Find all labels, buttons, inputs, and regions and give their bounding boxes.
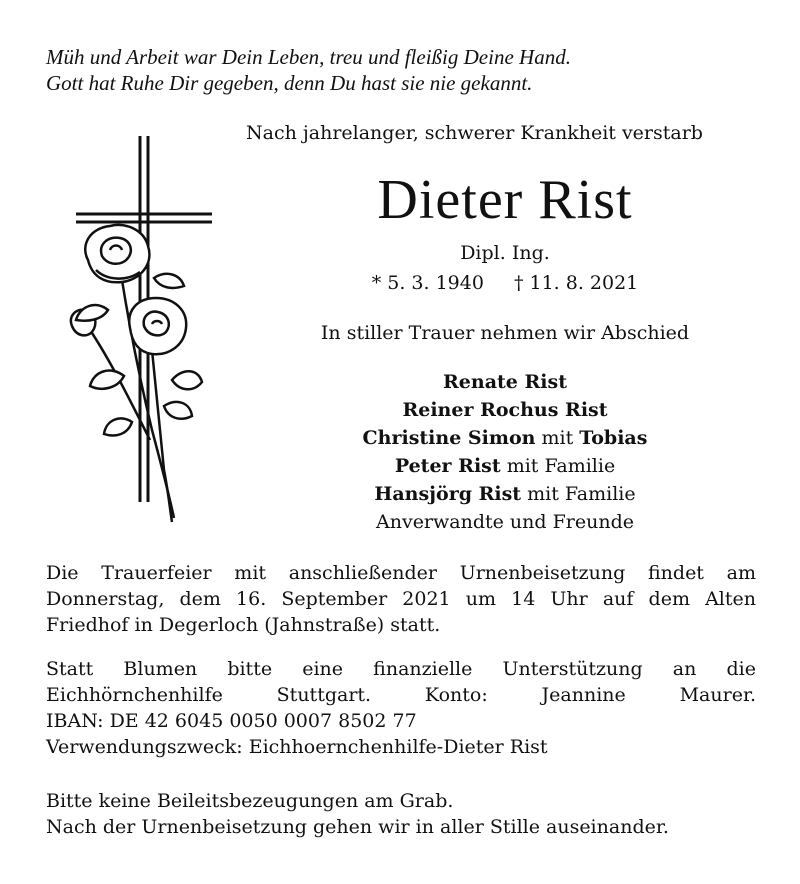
closing-paragraph: [46, 788, 756, 840]
memorial-poem: [46, 44, 766, 96]
death-announcement-intro: Nach jahrelanger, schwerer Krankheit verstarb: [246, 122, 703, 144]
ceremony-paragraph: [46, 560, 756, 638]
closing-line-1: Bitte keine Beileitsbezeugungen am Grab.: [46, 790, 454, 812]
ceremony-line-3: Friedhof in Degerloch (Jahnstraße) statt.: [46, 614, 441, 636]
donation-line-2: Eichhörnchenhilfe Stuttgart. Konto: Jeannine Maurer.: [46, 684, 756, 706]
family-member-name: Reiner Rochus Rist: [402, 399, 608, 421]
family-member-suffix: mit Familie: [506, 455, 616, 477]
family-member-name: Christine Simon: [362, 427, 536, 449]
family-others: Anverwandte und Freunde: [376, 511, 634, 533]
family-member-name: Renate Rist: [443, 371, 567, 393]
family-member-name: Tobias: [579, 427, 648, 449]
family-member: [250, 396, 760, 424]
death-date: † 11. 8. 2021: [513, 272, 639, 294]
life-dates: [250, 270, 760, 296]
family-member-connector: mit: [541, 427, 574, 449]
deceased-title: Dipl. Ing.: [460, 242, 550, 264]
family-member-suffix: mit Familie: [527, 483, 636, 505]
ceremony-line-2: Donnerstag, dem 16. September 2021 um 14 Uhr auf dem Alten: [46, 588, 756, 610]
family-member-name: Hansjörg Rist: [374, 483, 522, 505]
donation-iban: IBAN: DE 42 6045 0050 0007 8502 77: [46, 710, 417, 732]
family-member: [250, 368, 760, 396]
deceased-name: Dieter Rist: [377, 169, 633, 231]
birth-date: * 5. 3. 1940: [371, 272, 484, 294]
donation-reference: Verwendungszweck: Eichhoernchenhilfe-Dieter Rist: [46, 736, 548, 758]
closing-line-2: Nach der Urnenbeisetzung gehen wir in aller Stille auseinander.: [46, 816, 669, 838]
family-member: [250, 424, 760, 452]
poem-line-2: Gott hat Ruhe Dir gegeben, denn Du hast sie nie gekannt.: [46, 71, 533, 95]
cross-with-roses-icon: [60, 130, 230, 530]
family-member-name: Peter Rist: [394, 455, 501, 477]
donation-paragraph: [46, 656, 756, 760]
mourning-line: In stiller Trauer nehmen wir Abschied: [320, 322, 690, 344]
family-member: [250, 452, 760, 480]
poem-line-1: Müh und Arbeit war Dein Leben, treu und fleißig Deine Hand.: [46, 45, 571, 69]
ceremony-line-1: Die Trauerfeier mit anschließender Urnenbeisetzung findet am: [46, 562, 756, 584]
family-list: [250, 368, 760, 536]
donation-line-1: Statt Blumen bitte eine finanzielle Unterstützung an die: [46, 658, 756, 680]
family-member: [250, 480, 760, 508]
